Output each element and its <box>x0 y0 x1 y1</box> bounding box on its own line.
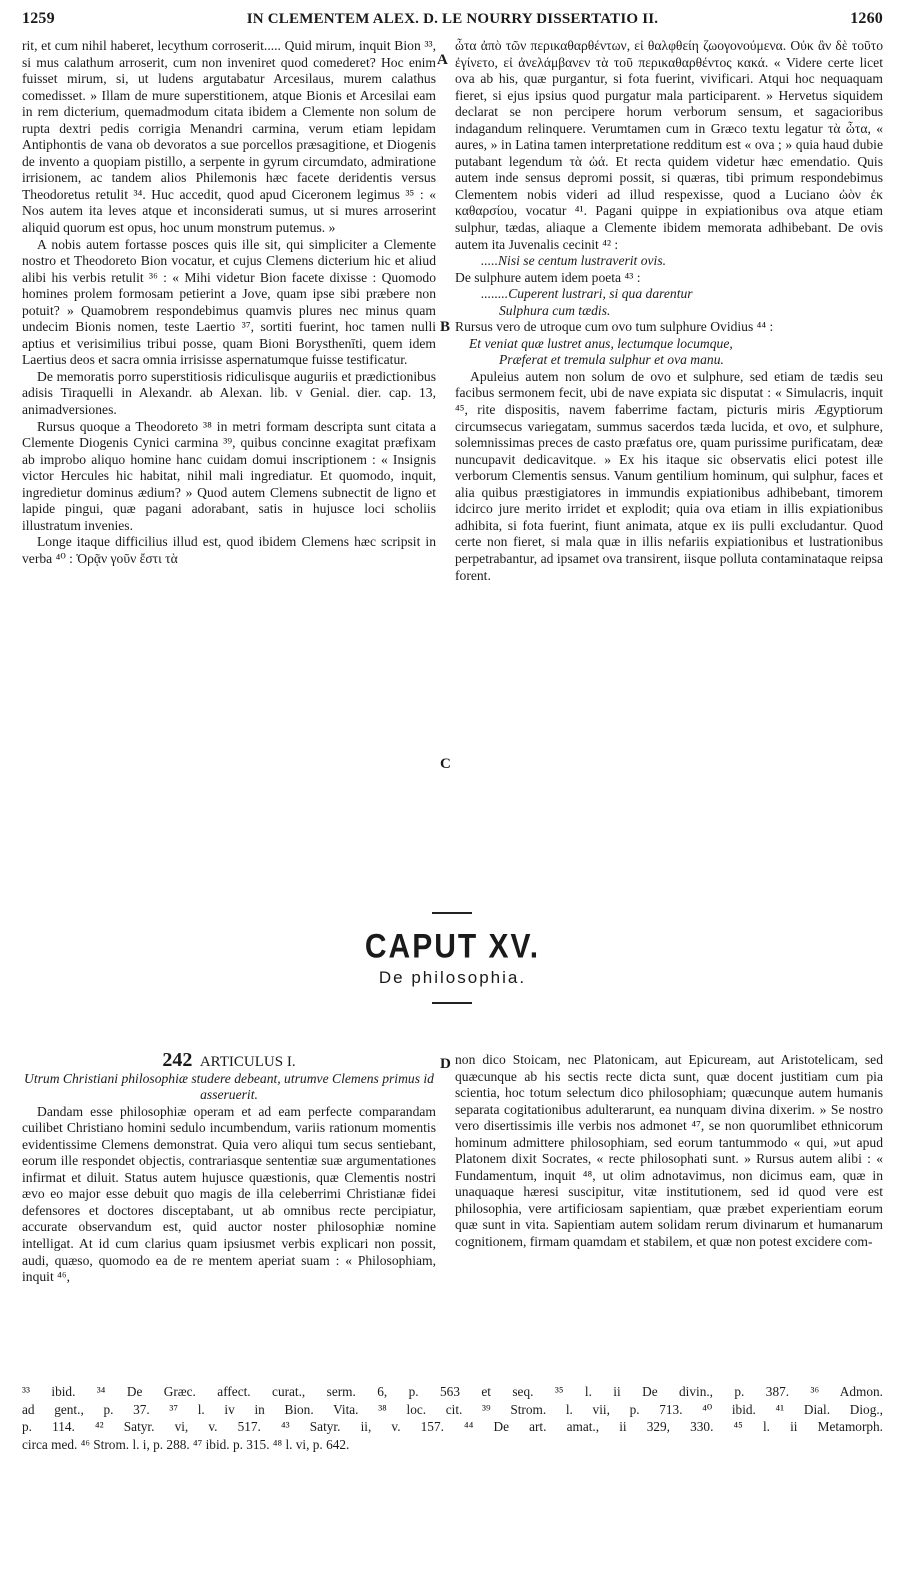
footnote-line: ³³ ibid. ³⁴ De Græc. affect. curat., serm. 6, p. 563 et seq. ³⁵ l. ii De divin., p. 387. ³⁶ Admon. <box>22 1384 883 1399</box>
running-header <box>22 10 883 34</box>
section-rule-bottom <box>432 1002 472 1004</box>
verse-line: .....Nisi se centum lustraverit ovis. <box>481 253 667 269</box>
verse-line: Sulphura cum tædis. <box>499 302 611 318</box>
paragraph: Dandam esse philosophiæ operam et ad eam perfecte comparandam cuilibet Christiano homini sedulo incumbendum, variis rationum momentis evidentissime Clemens demonstrat. Quia vero aliqui tum secus sentiebant, eorum ille respondet objectis, contrariasque sententiæ suæ argumentationes infirmat et diluit. Status autem hujusce quæstionis, quæ Clementis nostri ævo eo major esse debuit quo magis de illa celeberrimi Christianæ fidei defensores et doctores disceptabant, ut ab omnibus recte percipiatur, accurate observandum est, quid auctor noster philosophiæ nomine intelligat. At id cum clarius quam ipsiusmet verbis explicari non possit, audi, quæso, quomodo ea de re mentem aperiat suam : « Philosophiam, inquit ⁴⁶, <box>22 1103 436 1285</box>
paragraph: Rursus quoque a Theodoreto ³⁸ in metri formam descripta sunt citata a Clemente Diogenis Cynici carmina ³⁹, quibus concinne exagitat præfixam ab improbo aliquo homine hanc cuidam domui inscriptionem : « Insignis victor Hercules hic habitat, nihil mali ingrediatur. Et quomodo, inquit, ingredietur dominus ædium? » Quod autem Clemens subnectit de ligno et lapide pingui, quæ pagani adorabant, satis in hujusce loci scholiis illustratum invenies. <box>22 418 436 533</box>
verse-line: Et veniat quæ lustret anus, lectumque locumque, <box>469 335 733 351</box>
footnote-line: p. 114. ⁴² Satyr. vi, v. 517. ⁴³ Satyr. ii, v. 157. ⁴⁴ De art. amat., ii 329, 330. ⁴⁵ l. ii Metamorph. <box>22 1419 883 1434</box>
footnote-line: circa med. ⁴⁶ Strom. l. i, p. 288. ⁴⁷ ibid. p. 315. ⁴⁸ l. vi, p. 642. <box>22 1436 350 1452</box>
paragraph: De memoratis porro superstitiosis ridiculisque auguriis et prædictionibus adisis Tiraquelli in Alexandr. ab Alexan. lib. v Genial. dier. cap. 13, animadversiones. <box>22 368 436 418</box>
paragraph: non dico Stoicam, nec Platonicam, aut Epicuream, aut Aristotelicam, sed quæcunque ab his sectis recte dicta sunt, quæ docent justitiam cum pia scientia, hoc totum selectum dico philosophiam; quæcunque autem humanis separata cogitationibus adulterarunt, ea nunquam divina dixerim. » Se nostro vero disertissimis ille verbis nos admonet ⁴⁷, se non quorumlibet ethnicorum hominum admittere philosophiam, sed eorum tantummodo « qui, »ut apud Platonem dixit Socrates, « recte philosophati sunt. » Rursus autem alibi : « Fundamentum, inquit ⁴⁸, ut olim adnotavimus, non dicimus eam, quæ in unaquaque hæresi suscipitur, vitæ institutionem, sed id quod vere est philosophia, vere artificiosam sapientiam, quæ præbet experientiam eorum quæ sunt in vita. Sapientiam autem solidam rerum divinarum et humanarum cognitionem, firmam quamdam et stabilem, et quæ non potest excidere com- <box>455 1052 883 1250</box>
paragraph: ὦτα ἀπὸ τῶν περικαθαρθέντων, εἰ θαλφθείη ζωογονούμενα. Οὐκ ἂν δὲ τοῦτο ἐγίνετο, εἰ ἀνελάμβανεν τὰ τοῦ περικαθαρθέντος κακά. « Videre certe licet ova ab his, quæ purgantur, si fota fuerint, vivificari. Atqui hoc nequaquam fieret, si ejus ipsius quod purgatur mala participarent. » Hervetus siquidem declarat se non percipere horum verborum sensum, et sagacioribus indagandum relinquere. Verumtamen cum in Græco textu legatur τὰ ὦτα, « aures, » in Latina tamen interpretatione redditum est « ova ; » quia haud dubie putabant legendum τὰ ὠά. Et recta quidem videtur hæc emendatio. Quis autem inde sensus depromi possit, si quæras, tibi primum respondebimus Clementem nobis videri ad illud respexisse, quod a Luciano ὠὸν ἐκ καθαρσίου, vocatur ⁴¹. Pagani quippe in expiationibus ova atque etiam sulphur, tædas, aliaque a Clemente ibidem memorata adhibebant. De ovis autem ita Juvenalis cecinit ⁴² : <box>455 38 883 252</box>
paragraph: De sulphure autem idem poeta ⁴³ : <box>455 269 641 285</box>
article-label: ARTICULUS I. <box>199 1054 296 1070</box>
verse-line: Præferat et tremula sulphur et ova manu. <box>499 352 724 368</box>
article-question: Utrum Christiani philosophiæ studere debeant, utrumve Clemens primus id asseruerit. <box>24 1070 434 1103</box>
running-title: IN CLEMENTEM ALEX. D. LE NOURRY DISSERTATIO II. <box>246 11 659 27</box>
chapter-subtitle: De philosophia. <box>378 968 527 987</box>
column-b <box>455 38 883 896</box>
section-rule-top <box>432 912 472 914</box>
paragraph: Apuleius autem non solum de ovo et sulphure, sed etiam de tædis seu facibus sermonem fecit, ubi de nave expiata sic disputat : « Simulacris, inquit ⁴⁵, rite dispositis, navem faberrime factam, picturis miris Ægyptiorum circumsecus variegatam, summus sacerdos tæda lucida, et ovo, et sulphure, solemnissimas preces de casto præfatus ore, quam purissime purificatam, deæ nuncupavit dedicavitque. » Ex his itaque sic observatis elici potest ille verborum Clementis sensus. Vanum gentilium hominum, qui sulphur, faces et alia quibus præstigiatores in immundis expiationibus adhibebant, timorem idcirco jure merito irridet et explodit; quia ova etiam in illis expiationibus adhibita, si fota fuerint, fiunt animata, atque ex iis pulli excludantur. Quod certe non fieret, si mala quæ in illis nefariis expiationibus et lustrationibus perpetrabantur, ad ipsamet ova transirent, iisque polluta contaminataque reipsa forent. <box>455 368 883 583</box>
margin-marker-c: C <box>440 756 451 772</box>
margin-marker-b: B <box>440 319 451 335</box>
column-d <box>455 1052 883 1364</box>
column-a <box>22 38 436 896</box>
paragraph: Rursus vero de utroque cum ovo tum sulphure Ovidius ⁴⁴ : <box>455 319 774 335</box>
footnotes <box>22 1383 883 1453</box>
margin-marker-d: D <box>440 1056 451 1072</box>
article-number: 242 <box>162 1052 193 1071</box>
article-heading <box>22 1052 436 1071</box>
margin-marker-a: A <box>437 52 448 68</box>
chapter-title: CAPUT XV. <box>364 927 541 966</box>
column-c <box>22 1052 436 1364</box>
verse-line: ........Cuperent lustrari, si qua darentur <box>481 286 693 302</box>
paragraph: Longe itaque difficilius illud est, quod ibidem Clemens hæc scripsit in verba ⁴⁰ : Ὁρᾷν γοῦν ἔστι τὰ <box>22 534 436 566</box>
page-number-left: 1259 <box>22 10 55 27</box>
paragraph: rit, et cum nihil haberet, lecythum corroserit..... Quid mirum, inquit Bion ³³, si mus calathum arroserit, cum non inveniret quod comederet? Hoc enim fuisset mirum, si, ut ludens argutabatur Arcesilaus, murem calathus comedisset. » Illam de mure superstitionem, atque Bionis et Arcesilai eam in rem dicterium, quemadmodum citata ibidem a Clemente non solum de rupta dextri pedis corrigia Menandri carmina, verum etiam lepidam Antiphontis de vana ob devoratos a sue porcellos præsagitione, et Diogenis de invento a quopiam pistillo, a serpente in gyrum circumdato, admiratione irrisionem, ac tandem alios Philemonis hæc facete deridentis versus Theodoretus retulit ³⁴. Huc accedit, quod apud Ciceronem legimus ³⁵ : « Nos autem ita leves atque et inconsiderati sumus, ut si mures arroserint aliquid quorum est opus, hoc unum monstrum putemus. » <box>22 38 436 236</box>
page-number-right: 1260 <box>850 10 883 27</box>
footnote-line: ad gent., p. 37. ³⁷ l. iv in Bion. Vita. ³⁸ loc. cit. ³⁹ Strom. l. vii, p. 713. ⁴⁰ ibid. ⁴¹ Dial. Diog., <box>22 1401 883 1417</box>
paragraph: A nobis autem fortasse posces quis ille sit, qui simpliciter a Clemente nostro et Theodoreto Bion vocatur, et cujus Clemens dicterium hic et aliud alibi his verbis retulit ³⁶ : « Mihi videtur Bion facete dixisse : Quomodo homines prolem formosam petierint a Jove, quam ipse sibi præbere non potuit? » Quamobrem respondebimus quamvis plures nec minus quam undecim Bionis nomen, teste Laertio ³⁷, sortiti fuerint, hoc tamen nulli aptius et verisimilius tribui posse, quam Bioni Borysthenīti, quem idem Laertius deos et sacra omnia irrisisse aspernatumque fuisse testificatur. <box>22 236 436 368</box>
